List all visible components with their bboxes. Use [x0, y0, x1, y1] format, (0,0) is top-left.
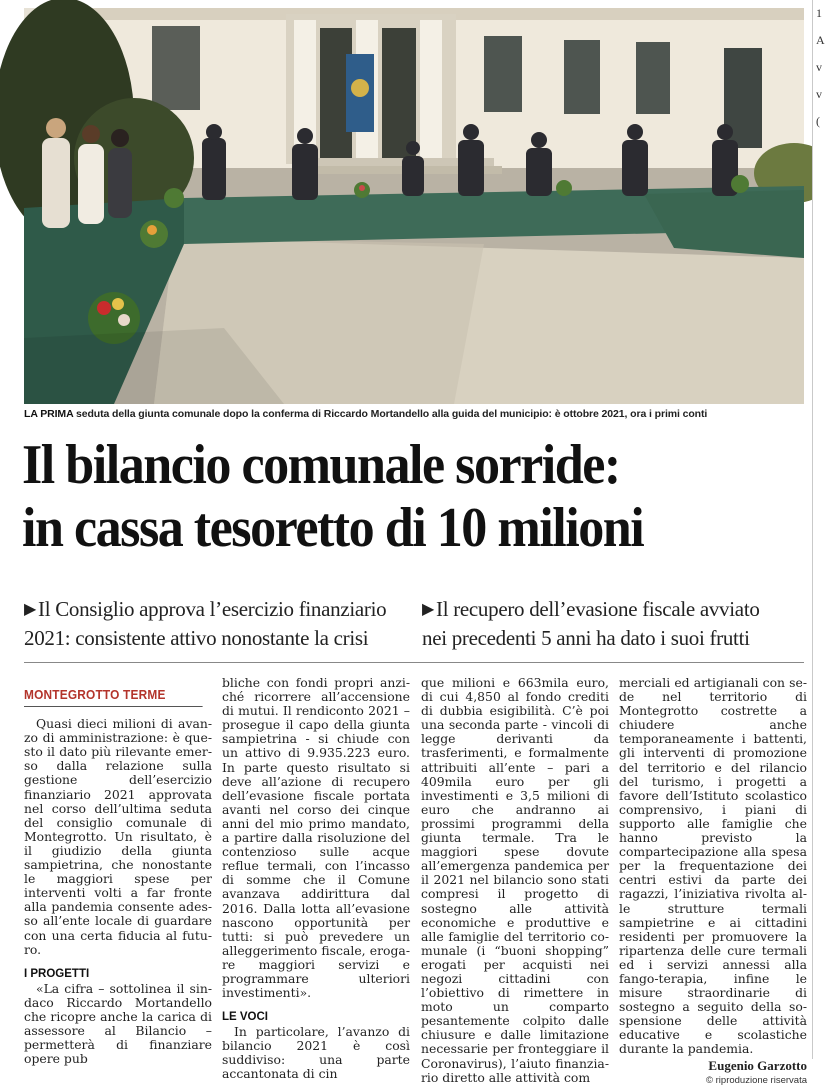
- caption-lead: LA PRIMA: [24, 408, 74, 420]
- article-column-3: [421, 676, 609, 1085]
- copyright-note: © riproduzione riservata: [706, 1074, 807, 1086]
- caption-text: seduta della giunta comunale dopo la conferma di Riccardo Mortandello alla guida del municipio: è ottobre 2021, ora i primi conti: [76, 408, 708, 420]
- paragraph: bliche con fondi propri anziché ricorrere all’accensione di mutui. Il rendiconto 2021 – prosegue il capo della giunta sampietrina - si chiude con un attivo di 9.935.223 euro. In parte questo risultato si deve all’azione di recupero dell’evasione fiscale portata avanti nel corso dei cinque anni del mio primo mandato, a partire dalla risoluzione del contenzioso sulle acque reflue termali, con l’incasso di somme che il Comune avanzava addirittura dal 2016. Dalla lotta all’evasione nascono opportunità per tutti: si può prevedere un alleggerimento fiscale, erogare maggiori servizi e programmare ulteriori investimenti».: [222, 675, 410, 1001]
- headline: [22, 434, 757, 560]
- paragraph: In particolare, l’avanzo di bilancio 2021 è così suddiviso: una parte accantonata di cin: [222, 1024, 410, 1082]
- bullet-arrow-icon: ▶: [24, 601, 37, 618]
- section-heading: LE VOCI: [222, 1011, 269, 1024]
- photo-caption: [24, 408, 814, 420]
- divider: [24, 662, 804, 663]
- section-heading: I PROGETTI: [24, 967, 90, 980]
- subhead-right-line-2: nei precedenti 5 anni ha dato i suoi frutti: [422, 626, 750, 650]
- edge-glyph: v: [816, 60, 822, 74]
- article-column-1: [24, 688, 212, 1066]
- paragraph: merciali ed artigianali con sede nel territorio di Montegrotto costrette a chiudere anche temporaneamente i battenti, gli interventi di promozione del territorio e del rilancio del turismo, i progetti a favore dell’Istituto scolastico comprensivo, i piani di supporto alle famiglie che hanno previsto la compartecipazione alla spesa per la frequentazione dei centri estivi da parte dei ragazzi, l’iniziativa rivolta alle strutture termali sampietrine e ai cittadini residenti per promuovere la ripartenza delle cure termali ed i servizi annessi alla fango-terapia, infine le misure straordinarie di sostegno a seguito della sospensione delle attività educative e scolastiche durante la pandemia.: [619, 675, 807, 1057]
- author-byline: Eugenio Garzotto: [708, 1057, 807, 1073]
- location-kicker: MONTEGROTTO TERME: [24, 688, 203, 707]
- council-meeting-illustration: [24, 8, 804, 404]
- subhead-left-line-2: 2021: consistente attivo nonostante la crisi: [24, 626, 369, 650]
- article-column-2: [222, 676, 410, 1082]
- subhead-left: [24, 595, 416, 653]
- paragraph: «La cifra – sottolinea il sindaco Riccardo Mortandello che ricopre anche la carica di assessore al Bilancio – permetterà di finanziare opere pub: [24, 980, 212, 1067]
- headline-line-1: Il bilancio comunale sorride:: [22, 434, 620, 496]
- edge-glyph: (: [816, 114, 820, 128]
- edge-glyph: 1: [816, 6, 822, 20]
- subhead-right: [422, 595, 814, 653]
- article-photo: [24, 8, 804, 404]
- paragraph: que milioni e 663mila euro, di cui 4,850 al fondo crediti di dubbia esigibilità. C’è poi una seconda parte - vincoli di legge derivanti da trasferimenti, e formalmente attribuiti all’ente – pari a 409mila euro per gli investimenti e 3,5 milioni di euro che andranno ai prossimi programmi della giunta termale. Tra le maggiori spese dovute all’emergenza pandemica per il 2021 nel bilancio sono stati compresi il progetto di sostegno alle attività economiche e produttive e alle famiglie del territorio comunale (i “buoni shopping” erogati per acquisti nei negozi cittadini con l’obiettivo di rimettere in moto un comparto pesantemente colpito dalle chiusure e dalle limitazione necessarie per fronteggiare il Coronavirus), l’aiuto finanziario diretto alle attività com: [421, 675, 609, 1085]
- adjacent-page-edge: [812, 0, 828, 1059]
- edge-glyph: v: [816, 87, 822, 101]
- subhead-left-line-1: Il Consiglio approva l’esercizio finanziario: [38, 597, 387, 621]
- headline-line-2: in cassa tesoretto di 10 milioni: [22, 497, 644, 559]
- article-column-4: [619, 676, 807, 1088]
- paragraph: Quasi dieci milioni di avanzo di amministrazione: è questo il dato più rilevante emerso dalla relazione sulla gestione dell’esercizio finanziario 2021 approvata nel corso dell’ultima seduta del consiglio comunale di Montegrotto. Un risultato, è il giudizio della giunta sampietrina, che nonostante le maggiori spese per interventi volti a far fronte alla pandemia consente adesso all’ente locale di guardare con una certa fiducia al futuro.: [24, 716, 212, 957]
- bullet-arrow-icon: ▶: [422, 601, 435, 618]
- subhead-right-line-1: Il recupero dell’evasione fiscale avviato: [436, 597, 760, 621]
- edge-glyph: A: [816, 33, 825, 47]
